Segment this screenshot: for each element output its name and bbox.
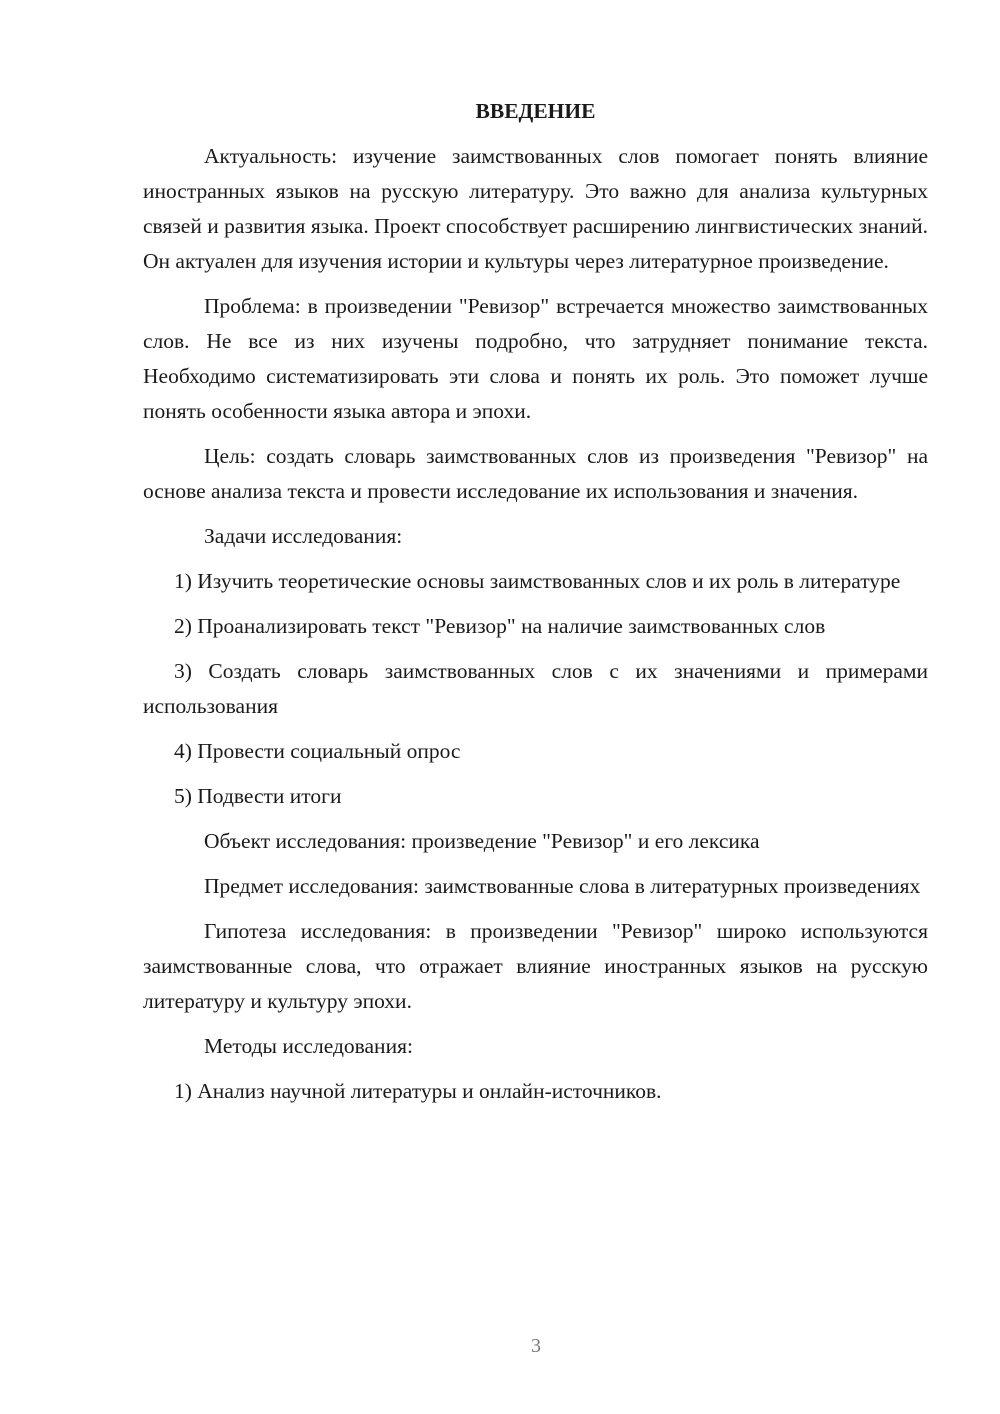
page-number: 3 [531,1335,541,1357]
method-item-1: 1) Анализ научной литературы и онлайн-источников. [174,1079,662,1103]
task-item-3: 3) Создать словарь заимствованных слов с их значениями и примерами использования [143,659,928,718]
goal-paragraph: Цель: создать словарь заимствованных слов из произведения "Ревизор" на основе анализа текста и провести исследование их использования и значения. [143,444,928,503]
task-item-4: 4) Провести социальный опрос [174,739,461,763]
task-item-1: 1) Изучить теоретические основы заимствованных слов и их роль в литературе [174,569,901,593]
problem-paragraph: Проблема: в произведении "Ревизор" встречается множество заимствованных слов. Не все из них изучены подробно, что затрудняет понимание текста. Необходимо систематизировать эти слова и понять их роль. Это поможет лучше понять особенности языка автора и эпохи. [143,294,928,423]
relevance-paragraph: Актуальность: изучение заимствованных слов помогает понять влияние иностранных языков на русскую литературу. Это важно для анализа культурных связей и развития языка. Проект способствует расширению лингвистических знаний. Он актуален для изучения истории и культуры через литературное произведение. [143,144,928,273]
methods-heading: Методы исследования: [204,1034,413,1058]
subject-paragraph: Предмет исследования: заимствованные слова в литературных произведениях [204,874,921,898]
task-item-2: 2) Проанализировать текст "Ревизор" на наличие заимствованных слов [174,614,826,638]
task-item-5: 5) Подвести итоги [174,784,342,808]
section-title: ВВЕДЕНИЕ [475,99,596,123]
document-body [143,94,928,1119]
hypothesis-paragraph: Гипотеза исследования: в произведении "Ревизор" широко используются заимствованные слова, что отражает влияние иностранных языков на русскую литературу и культуру эпохи. [143,919,928,1013]
tasks-heading: Задачи исследования: [204,524,403,548]
object-paragraph: Объект исследования: произведение "Ревизор" и его лексика [204,829,760,853]
